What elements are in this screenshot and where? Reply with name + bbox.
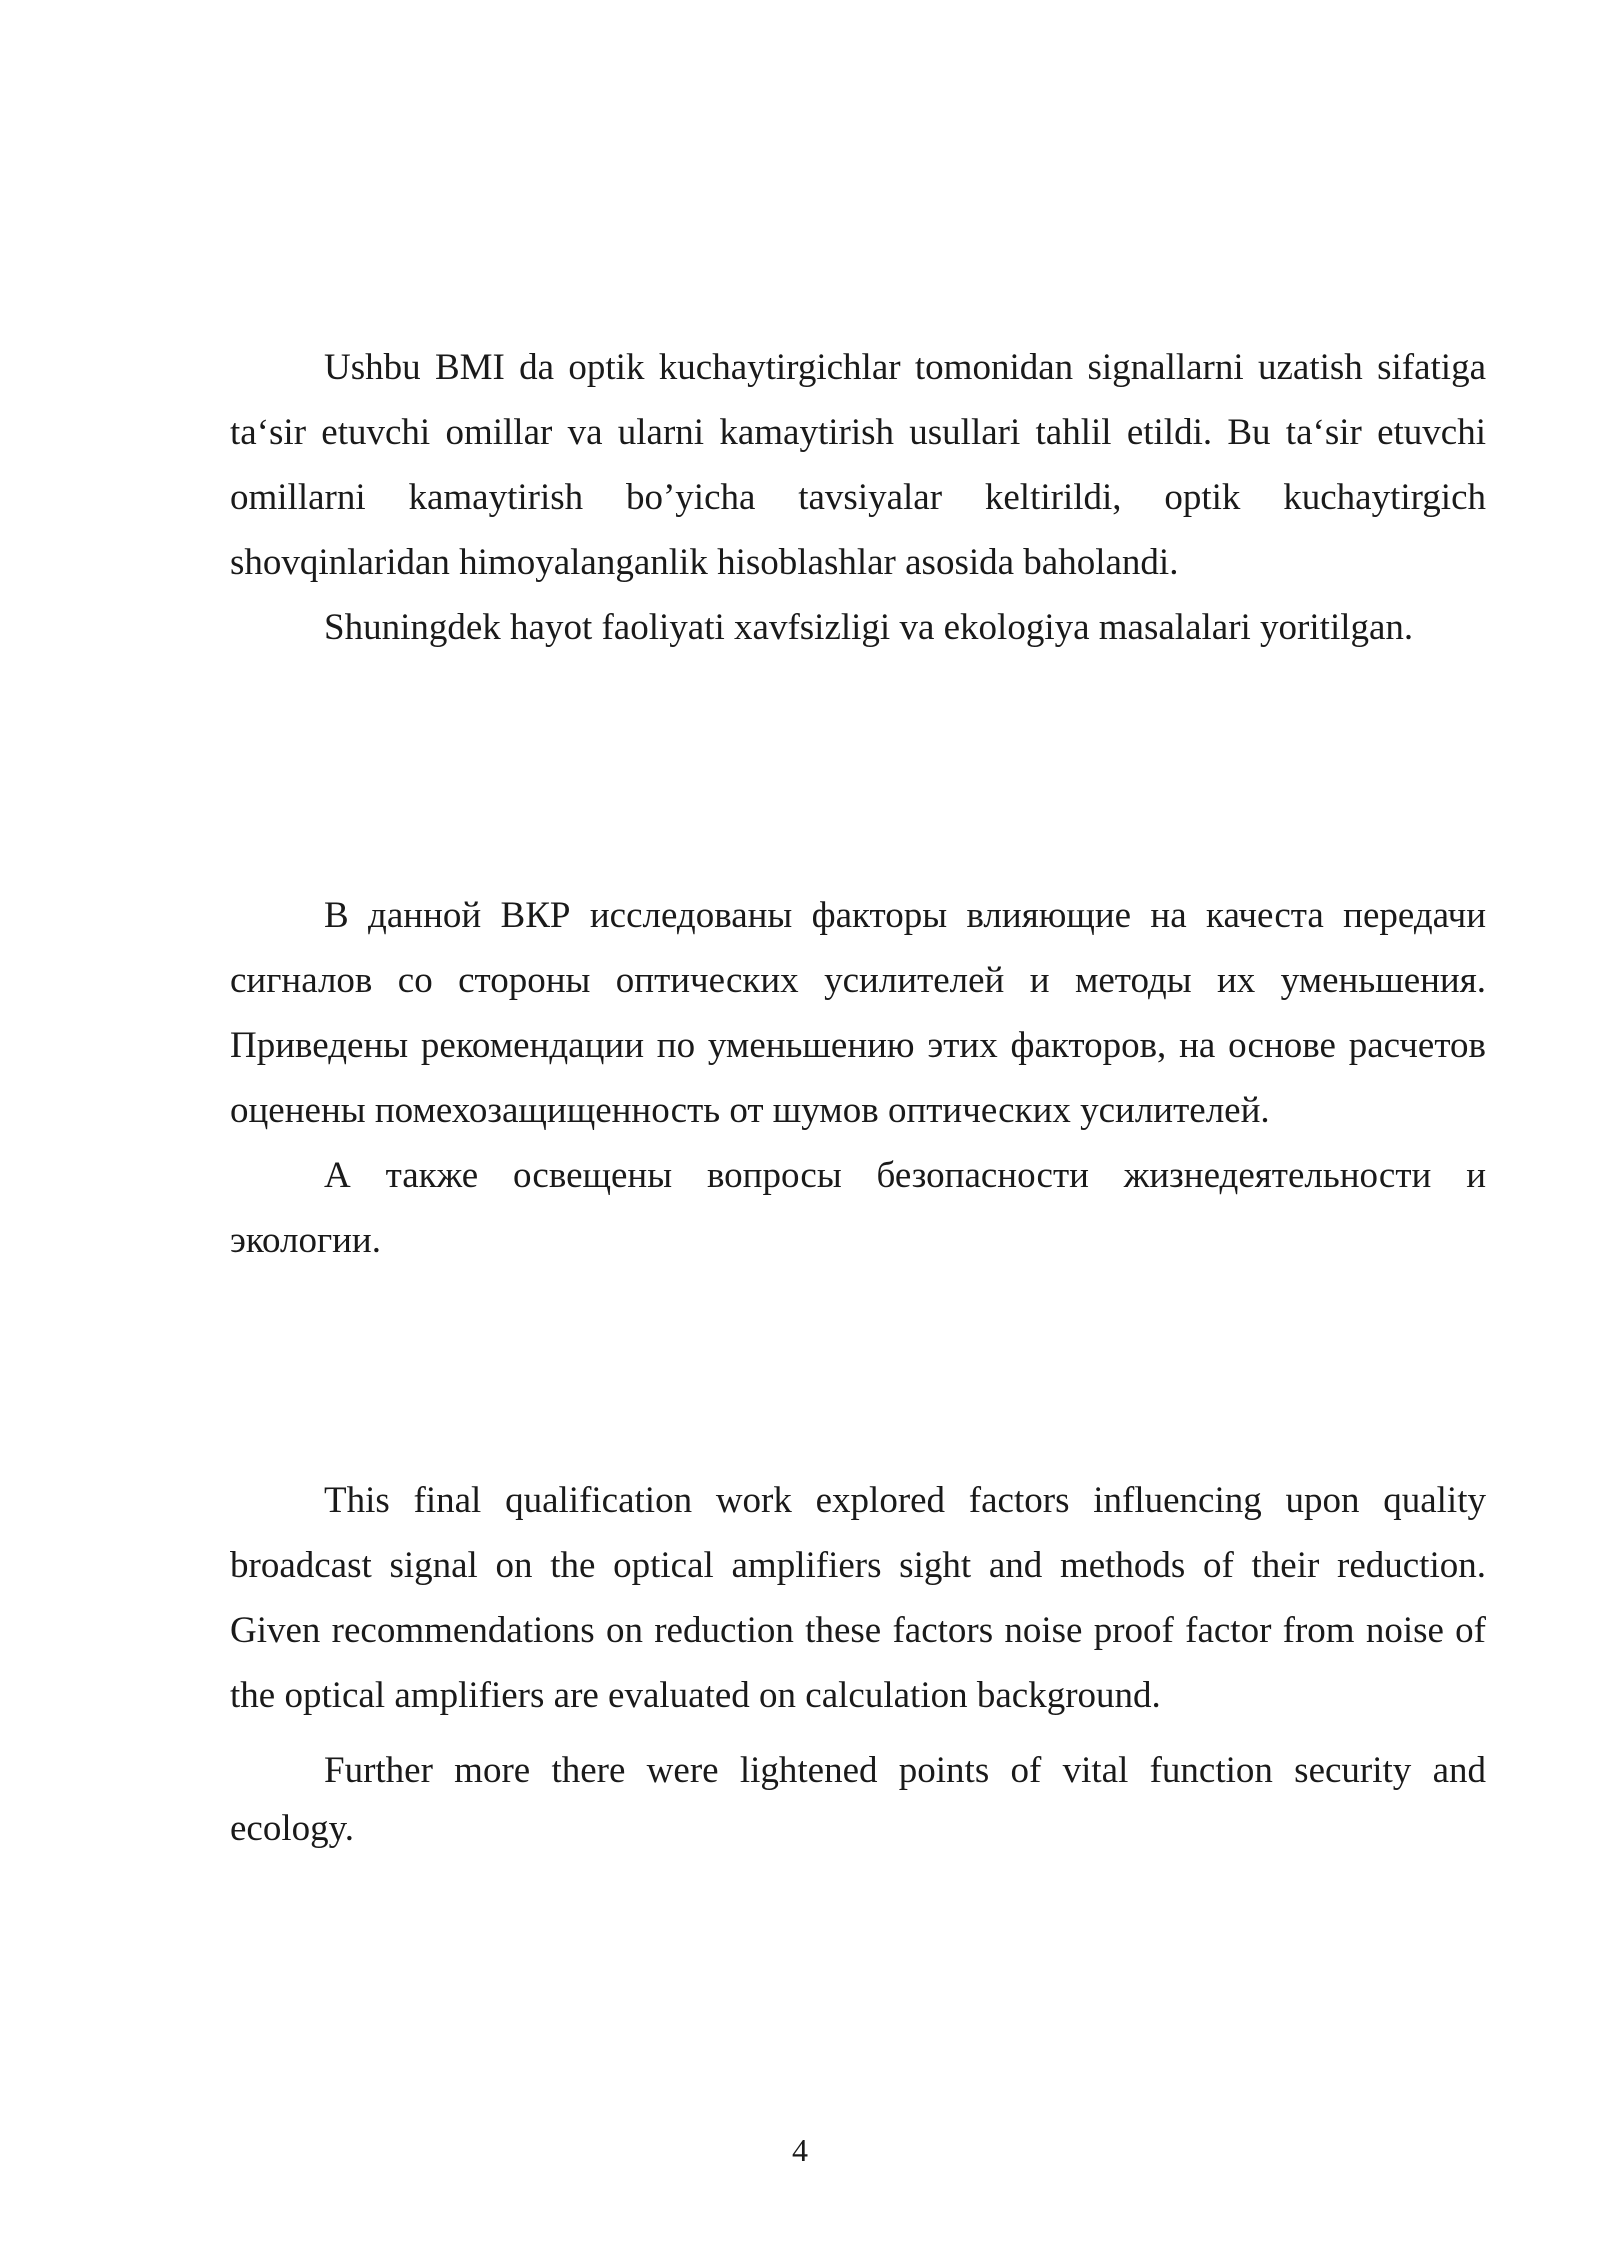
abstract-uzbek: [230, 335, 1486, 660]
abstract-english-paragraph-2: Further more there were lightened points of vital function security and ecology.: [230, 1750, 1486, 1849]
page-number: 4: [792, 2132, 808, 2168]
abstract-english-paragraph-1: This final qualification work explored factors influencing upon quality broadcast signal on the optical amplifiers sight and methods of their reduction. Given recommendations on reduction these factors noise proof factor from noise of the optical amplifiers are evaluated on calculation background.: [230, 1480, 1486, 1716]
abstract-english: [230, 1468, 1486, 1858]
abstract-uzbek-paragraph-2: Shuningdek hayot faoliyati xavfsizligi va ekologiya masalalari yoritilgan.: [324, 607, 1414, 648]
abstract-russian-paragraph-1: В данной ВКР исследованы факторы влияющие на качеста передачи сигналов со стороны оптических усилителей и методы их уменьшения. Приведены рекомендации по уменьшению этих факторов, на основе расчетов оценены помехозащищенность от шумов оптических усилителей.: [230, 895, 1486, 1131]
abstract-uzbek-paragraph-1: Ushbu BMI da optik kuchaytirgichlar tomonidan signallarni uzatish sifatiga ta‘sir etuvchi omillar va ularni kamaytirish usullari tahlil etildi. Bu ta‘sir etuvchi omillarni kamaytirish bo’yicha tavsiyalar keltirildi, optik kuchaytirgich shovqinlaridan himoyalanganlik hisoblashlar asosida baholandi.: [230, 347, 1486, 583]
abstract-russian: [230, 883, 1486, 1273]
abstract-russian-paragraph-2: А также освещены вопросы безопасности жизнедеятельности и экологии.: [230, 1155, 1486, 1261]
